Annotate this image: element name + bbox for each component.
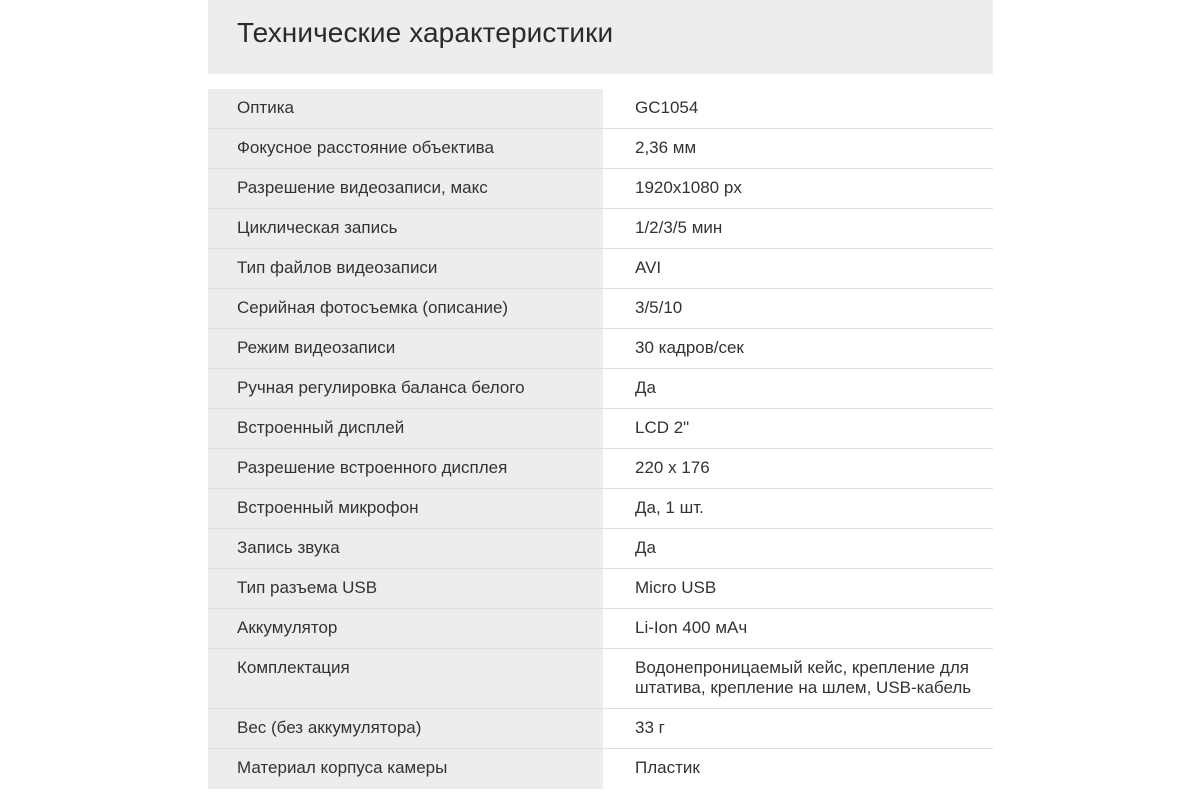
spec-label: Встроенный дисплей (208, 409, 603, 448)
spec-value: Li-Ion 400 мАч (603, 609, 993, 648)
spec-value: 3/5/10 (603, 289, 993, 328)
spec-value: Micro USB (603, 569, 993, 608)
spec-label: Ручная регулировка баланса белого (208, 369, 603, 408)
page-title: Технические характеристики (237, 17, 614, 48)
specs-table (208, 89, 993, 789)
spec-row-white-balance (208, 369, 993, 409)
specs-sheet (208, 0, 993, 789)
spec-label: Встроенный микрофон (208, 489, 603, 528)
spec-label: Вес (без аккумулятора) (208, 709, 603, 748)
spec-label: Тип разъема USB (208, 569, 603, 608)
spec-value: GC1054 (603, 89, 993, 128)
spec-label: Материал корпуса камеры (208, 749, 603, 789)
spec-label: Разрешение видеозаписи, макс (208, 169, 603, 208)
spec-value: 220 x 176 (603, 449, 993, 488)
spec-value: 33 г (603, 709, 993, 748)
spec-row-focal-length (208, 129, 993, 169)
spec-value: Водонепроницаемый кейс, крепление для штатива, крепление на шлем, USB-кабель (603, 649, 993, 708)
spec-row-body-material (208, 749, 993, 789)
spec-row-battery (208, 609, 993, 649)
spec-row-microphone (208, 489, 993, 529)
specs-header (208, 0, 993, 74)
spec-label: Режим видеозаписи (208, 329, 603, 368)
spec-value: Пластик (603, 749, 993, 789)
spec-value: 1/2/3/5 мин (603, 209, 993, 248)
spec-row-optics (208, 89, 993, 129)
spec-value: 30 кадров/сек (603, 329, 993, 368)
spec-row-video-mode (208, 329, 993, 369)
spec-row-file-type (208, 249, 993, 289)
spec-row-video-resolution (208, 169, 993, 209)
spec-label: Запись звука (208, 529, 603, 568)
spec-label: Тип файлов видеозаписи (208, 249, 603, 288)
spec-label: Разрешение встроенного дисплея (208, 449, 603, 488)
spec-row-display-resolution (208, 449, 993, 489)
spec-label: Аккумулятор (208, 609, 603, 648)
spec-value: AVI (603, 249, 993, 288)
spec-label: Серийная фотосъемка (описание) (208, 289, 603, 328)
spec-label: Оптика (208, 89, 603, 128)
spec-value: 2,36 мм (603, 129, 993, 168)
spec-row-loop-recording (208, 209, 993, 249)
spec-value: 1920x1080 px (603, 169, 993, 208)
spec-value: Да (603, 529, 993, 568)
spec-label: Циклическая запись (208, 209, 603, 248)
spec-row-burst-photo (208, 289, 993, 329)
spec-value: Да (603, 369, 993, 408)
spec-row-package-contents (208, 649, 993, 709)
spec-row-weight (208, 709, 993, 749)
spec-value: Да, 1 шт. (603, 489, 993, 528)
spec-row-usb-type (208, 569, 993, 609)
spec-row-display (208, 409, 993, 449)
spec-label: Фокусное расстояние объектива (208, 129, 603, 168)
spec-value: LCD 2" (603, 409, 993, 448)
spec-row-sound-recording (208, 529, 993, 569)
spec-label: Комплектация (208, 649, 603, 708)
